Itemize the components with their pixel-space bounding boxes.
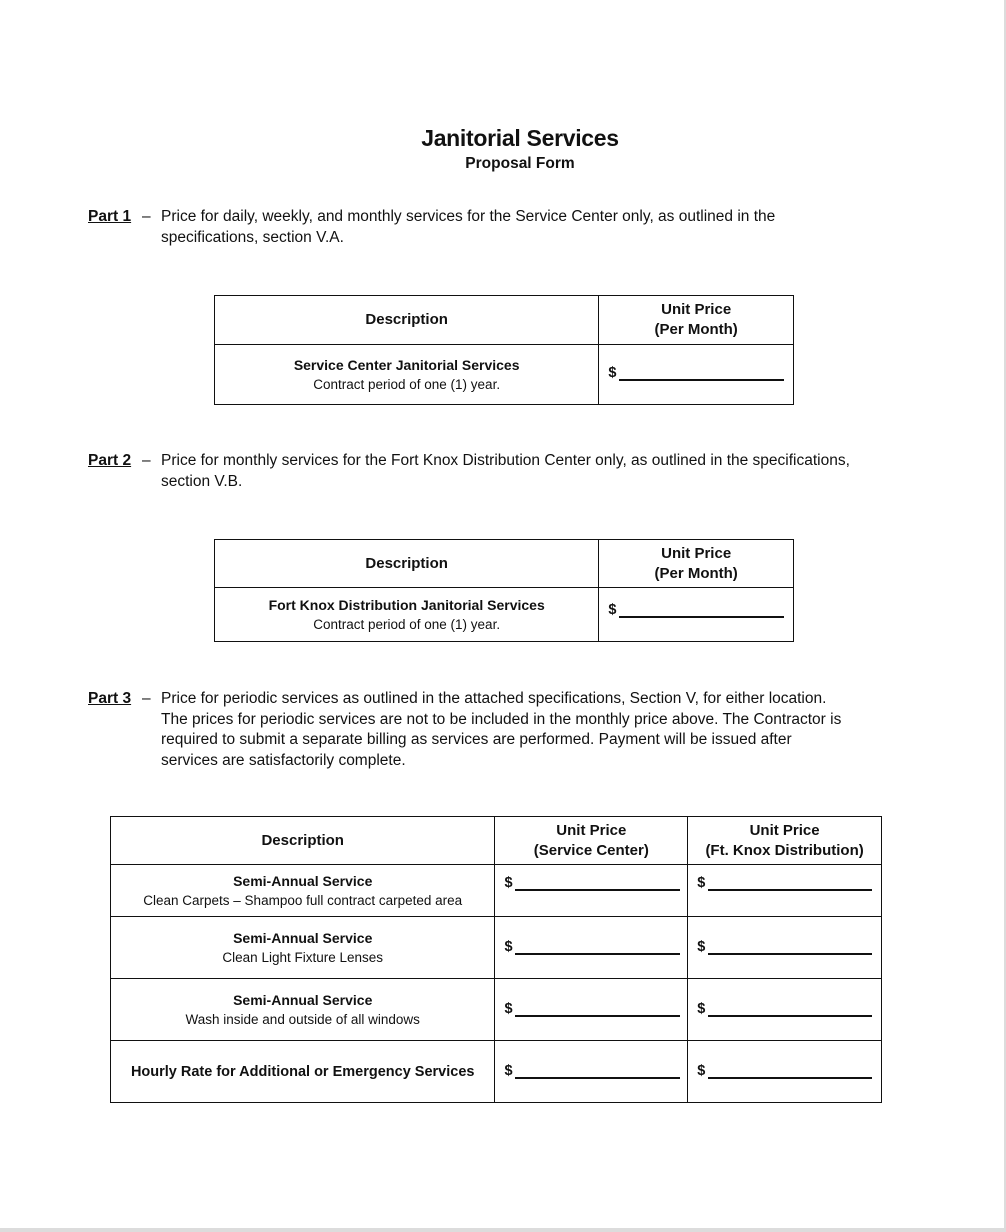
description-header: Description: [215, 540, 599, 588]
part-1-text-line: specifications, section V.A.: [161, 228, 344, 246]
service-description-cell: [215, 588, 599, 642]
price-blank-line: [515, 1077, 680, 1079]
ft-knox-price-field[interactable]: [688, 917, 882, 979]
ft-knox-price-field[interactable]: [688, 865, 882, 917]
service-center-price-field[interactable]: [495, 979, 688, 1041]
table-header-row: [111, 817, 882, 865]
dollar-sign: $: [697, 1001, 706, 1017]
part-1-text-line: Price for daily, weekly, and monthly services for the Service Center only, as outlined in the: [161, 208, 776, 225]
document-subtitle: Proposal Form: [465, 155, 575, 172]
service-title: Semi-Annual Service: [233, 872, 373, 889]
dollar-sign: $: [504, 875, 513, 891]
dollar-sign: $: [608, 365, 617, 381]
service-title: Semi-Annual Service: [233, 991, 373, 1008]
service-description-cell: [111, 979, 495, 1041]
table-row: [215, 588, 794, 642]
table-row: [111, 865, 882, 917]
ft-knox-price-header: [688, 817, 882, 865]
service-center-price-field[interactable]: [495, 917, 688, 979]
part-1-text: [161, 207, 775, 248]
unit-price-header-line1: Unit Price: [661, 301, 732, 318]
part-3-text-line: The prices for periodic services are not to be included in the monthly price above. The Contractor is: [161, 710, 842, 728]
part-1-price-table: [214, 295, 794, 405]
unit-price-entry-field[interactable]: [599, 588, 794, 642]
part-2-price-table: [214, 539, 794, 642]
unit-price-header-line2: (Per Month): [654, 321, 738, 338]
table-header-row: [215, 296, 794, 345]
part-3-dash: –: [142, 690, 151, 707]
dollar-sign: $: [697, 875, 706, 891]
part-2-text-line: Price for monthly services for the Fort Knox Distribution Center only, as outlined in the specifications,: [161, 452, 850, 469]
document-title: Janitorial Services: [421, 125, 619, 151]
part-2-label: Part 2: [88, 452, 132, 469]
part-3-price-table: [110, 816, 882, 1103]
description-header: Description: [215, 296, 599, 345]
header-line: (Service Center): [533, 841, 649, 859]
table-row: [111, 979, 882, 1041]
dollar-sign: $: [608, 602, 617, 618]
part-3-label: Part 3: [88, 690, 132, 707]
service-detail: Clean Light Fixture Lenses: [222, 949, 384, 965]
part-3-paragraph: [88, 689, 938, 773]
service-detail: Clean Carpets – Shampoo full contract carpeted area: [143, 892, 463, 908]
service-description-cell: [111, 917, 495, 979]
price-blank-line: [708, 953, 872, 955]
dollar-sign: $: [504, 1001, 513, 1017]
part-1-label: Part 1: [88, 208, 132, 225]
part-2-text-line: section V.B.: [161, 472, 243, 490]
price-blank-line: [619, 616, 784, 618]
service-detail: Wash inside and outside of all windows: [185, 1011, 420, 1027]
ft-knox-price-field[interactable]: [688, 1041, 882, 1103]
part-2-text: [161, 451, 850, 492]
table-header-row: [215, 540, 794, 588]
part-3-text-line: required to submit a separate billing as services are performed. Payment will be issued after: [161, 731, 792, 748]
part-3-text-line: services are satisfactorily complete.: [161, 751, 406, 769]
price-blank-line: [708, 1077, 872, 1079]
header-line: Unit Price: [556, 821, 627, 839]
price-blank-line: [708, 889, 872, 891]
unit-price-entry-field[interactable]: [599, 345, 794, 405]
description-header: Description: [111, 817, 495, 865]
part-2-paragraph: [88, 451, 938, 493]
part-1-paragraph: [88, 207, 928, 249]
header-line: Unit Price: [749, 821, 820, 839]
part-1-dash: –: [142, 208, 151, 225]
price-blank-line: [515, 1015, 680, 1017]
ft-knox-price-field[interactable]: [688, 979, 882, 1041]
service-title: Hourly Rate for Additional or Emergency Services: [130, 1063, 475, 1080]
service-title: Fort Knox Distribution Janitorial Services: [268, 596, 545, 613]
dollar-sign: $: [504, 939, 513, 955]
dollar-sign: $: [697, 939, 706, 955]
service-detail: Contract period of one (1) year.: [313, 616, 501, 632]
service-center-price-field[interactable]: [495, 1041, 688, 1103]
table-row: [111, 917, 882, 979]
service-title: Semi-Annual Service: [233, 929, 373, 946]
service-description-cell: [111, 865, 495, 917]
unit-price-header: [599, 540, 794, 588]
part-2-dash: –: [142, 452, 151, 469]
service-title: Service Center Janitorial Services: [293, 356, 520, 373]
table-row: [215, 345, 794, 405]
header-line: (Ft. Knox Distribution): [705, 841, 864, 859]
price-blank-line: [515, 889, 680, 891]
service-description-cell: [215, 345, 599, 405]
table-row: [111, 1041, 882, 1103]
service-center-price-header: [495, 817, 688, 865]
part-3-text: [161, 689, 841, 771]
part-3-text-line: Price for periodic services as outlined in the attached specifications, Section V, for either location.: [161, 690, 827, 707]
service-center-price-field[interactable]: [495, 865, 688, 917]
dollar-sign: $: [504, 1063, 513, 1079]
unit-price-header: [599, 296, 794, 345]
price-blank-line: [515, 953, 680, 955]
service-description-cell: [111, 1041, 495, 1103]
service-detail: Contract period of one (1) year.: [313, 376, 501, 392]
dollar-sign: $: [697, 1063, 706, 1079]
price-blank-line: [708, 1015, 872, 1017]
unit-price-header-line2: (Per Month): [654, 564, 738, 582]
price-blank-line: [619, 379, 784, 381]
unit-price-header-line1: Unit Price: [661, 544, 732, 562]
